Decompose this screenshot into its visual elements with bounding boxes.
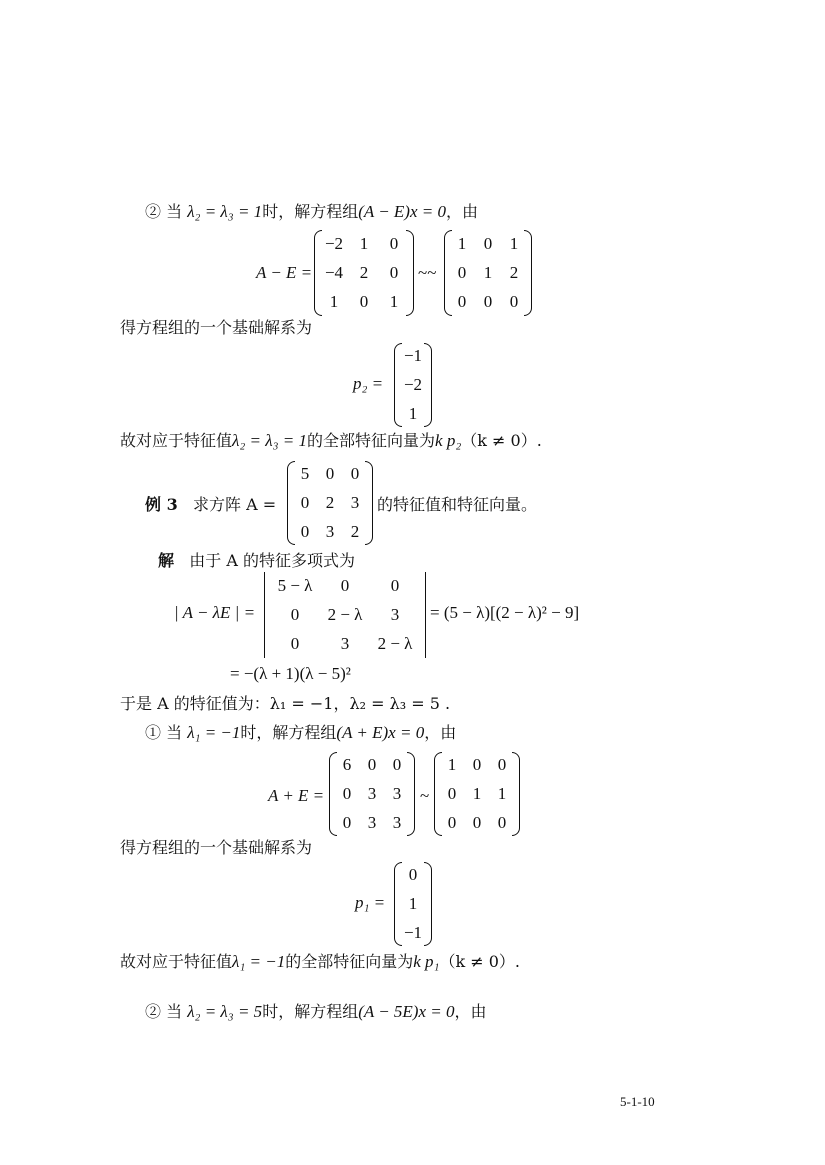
matrix-a-minus-e bbox=[314, 230, 414, 316]
matrix-cell: 1 bbox=[389, 292, 399, 311]
det-cell: 2 − λ bbox=[327, 605, 363, 624]
matrix-cell: 0 bbox=[389, 263, 399, 282]
math: k p₂ bbox=[435, 431, 462, 450]
matrix-a bbox=[287, 461, 373, 545]
text: ① 当 bbox=[145, 723, 183, 742]
matrix-cell: 3 bbox=[350, 493, 360, 512]
matrix-cell: 3 bbox=[367, 813, 377, 832]
math: λ₂ = λ₃ = 5 bbox=[187, 1002, 263, 1021]
text: （k ≠ 0）. bbox=[461, 431, 542, 450]
line-eigvec-1 bbox=[120, 431, 542, 451]
matrix-cell: 0 bbox=[350, 464, 360, 483]
matrix-label: A + E = bbox=[268, 786, 325, 805]
matrix-cell: −2 bbox=[324, 234, 344, 253]
text: ② 当 bbox=[145, 202, 183, 221]
matrix-cell: 1 bbox=[359, 234, 369, 253]
matrix-cell: 0 bbox=[472, 755, 482, 774]
vector-cell: 1 bbox=[408, 404, 418, 423]
matrix-cell: 3 bbox=[392, 813, 402, 832]
matrix-cell: 6 bbox=[342, 755, 352, 774]
vector-p2 bbox=[394, 343, 432, 427]
line-eigvec-2 bbox=[120, 952, 520, 972]
text: ② 当 bbox=[145, 1002, 183, 1021]
page-number: 5-1-10 bbox=[620, 1094, 655, 1109]
vector-cell: 0 bbox=[408, 865, 418, 884]
text: 故对应于特征值 bbox=[120, 952, 233, 971]
matrix-cell: 3 bbox=[392, 784, 402, 803]
matrix-cell: 3 bbox=[325, 522, 335, 541]
text: 的全部特征向量为 bbox=[307, 431, 436, 450]
example-3-tail: 的特征值和特征向量。 bbox=[377, 495, 538, 514]
matrix-cell: 0 bbox=[342, 813, 352, 832]
paren-left bbox=[314, 230, 322, 316]
vector-cell: −1 bbox=[403, 923, 423, 942]
math: λ₂ = λ₃ = 1 bbox=[187, 202, 263, 221]
matrix-cell: 1 bbox=[457, 234, 467, 253]
matrix-cell: 0 bbox=[483, 292, 493, 311]
line-eigenvalues: 于是 A 的特征值为：λ₁ = −1，λ₂ = λ₃ = 5 . bbox=[120, 694, 451, 713]
det-cell: 2 − λ bbox=[377, 634, 413, 653]
math: λ₁ = −1 bbox=[232, 952, 286, 971]
matrix-cell: 0 bbox=[342, 784, 352, 803]
text: 时，解方程组 bbox=[262, 1002, 359, 1021]
matrix-cell: 1 bbox=[472, 784, 482, 803]
similar-sign: ~ bbox=[420, 786, 430, 805]
matrix-cell: 0 bbox=[367, 755, 377, 774]
matrix-a-plus-e bbox=[329, 752, 415, 836]
matrix-cell: 1 bbox=[447, 755, 457, 774]
line-case2-lambda1 bbox=[145, 202, 478, 222]
solution-intro bbox=[158, 551, 355, 571]
text: ，由 bbox=[454, 1002, 487, 1021]
text: ，由 bbox=[424, 723, 457, 742]
vector-p1 bbox=[394, 862, 432, 946]
matrix-cell: 3 bbox=[367, 784, 377, 803]
matrix-cell: 1 bbox=[329, 292, 339, 311]
matrix-cell: 1 bbox=[497, 784, 507, 803]
similar-sign: ~~ bbox=[418, 263, 437, 282]
line-case1-lambda bbox=[145, 723, 456, 743]
matrix-cell: 0 bbox=[392, 755, 402, 774]
line-case2-lambda5 bbox=[145, 1002, 487, 1022]
math: (A + E)x = 0 bbox=[336, 723, 425, 742]
matrix-cell: 0 bbox=[457, 292, 467, 311]
solution-label: 解 bbox=[158, 551, 175, 570]
det-result: = (5 − λ)[(2 − λ)² − 9] bbox=[430, 603, 580, 622]
matrix-cell: 1 bbox=[509, 234, 519, 253]
vector-label: p₁ = bbox=[355, 893, 386, 912]
line-basis-1: 得方程组的一个基础解系为 bbox=[120, 318, 313, 337]
det-cell: 0 bbox=[390, 576, 400, 595]
matrix-cell: 2 bbox=[325, 493, 335, 512]
det-cell: 3 bbox=[390, 605, 400, 624]
matrix-cell: 0 bbox=[447, 784, 457, 803]
det-cell: 0 bbox=[290, 634, 300, 653]
det-cell: 0 bbox=[340, 576, 350, 595]
matrix-cell: 0 bbox=[300, 522, 310, 541]
det-bar-left bbox=[264, 572, 265, 658]
text: 时，解方程组 bbox=[240, 723, 337, 742]
math: λ₂ = λ₃ = 1 bbox=[232, 431, 308, 450]
matrix-cell: 0 bbox=[325, 464, 335, 483]
det-bar-right bbox=[425, 572, 426, 658]
matrix-cell: 0 bbox=[497, 813, 507, 832]
text: 的全部特征向量为 bbox=[285, 952, 414, 971]
det-cell: 0 bbox=[290, 605, 300, 624]
vector-cell: 1 bbox=[408, 894, 418, 913]
text: （k ≠ 0）. bbox=[439, 952, 521, 971]
matrix-cell: 2 bbox=[509, 263, 519, 282]
text: ，由 bbox=[445, 202, 478, 221]
matrix-reduced-1 bbox=[444, 230, 532, 316]
matrix-cell: −4 bbox=[324, 263, 344, 282]
matrix-cell: 0 bbox=[509, 292, 519, 311]
example-3 bbox=[145, 495, 276, 515]
text: 故对应于特征值 bbox=[120, 431, 233, 450]
math: k p₁ bbox=[413, 952, 440, 971]
paren-right bbox=[424, 862, 432, 946]
text: 由于 A 的特征多项式为 bbox=[189, 551, 356, 570]
det-cell: 3 bbox=[340, 634, 350, 653]
matrix-label: A − E = bbox=[256, 263, 313, 282]
text: 时，解方程组 bbox=[262, 202, 359, 221]
matrix-cell: 0 bbox=[447, 813, 457, 832]
matrix-cell: 0 bbox=[457, 263, 467, 282]
math: (A − E)x = 0 bbox=[358, 202, 446, 221]
text: 求方阵 A = bbox=[192, 495, 277, 514]
det-label: | A − λE | = bbox=[174, 603, 256, 622]
paren-right bbox=[406, 230, 414, 316]
det-result-2: = −(λ + 1)(λ − 5)² bbox=[230, 664, 351, 683]
vector-cell: −2 bbox=[403, 375, 423, 394]
matrix-cell: 5 bbox=[300, 464, 310, 483]
matrix-cell: 0 bbox=[497, 755, 507, 774]
determinant bbox=[264, 572, 426, 658]
example-label: 例 3 bbox=[145, 495, 178, 514]
matrix-cell: 0 bbox=[472, 813, 482, 832]
paren-right bbox=[424, 343, 432, 427]
vector-label: p₂ = bbox=[353, 374, 384, 393]
matrix-cell: 0 bbox=[483, 234, 493, 253]
matrix-cell: 0 bbox=[300, 493, 310, 512]
matrix-cell: 2 bbox=[359, 263, 369, 282]
matrix-cell: 0 bbox=[389, 234, 399, 253]
line-basis-2: 得方程组的一个基础解系为 bbox=[120, 838, 313, 857]
vector-cell: −1 bbox=[403, 346, 423, 365]
matrix-cell: 0 bbox=[359, 292, 369, 311]
det-cell: 5 − λ bbox=[277, 576, 313, 595]
matrix-cell: 1 bbox=[483, 263, 493, 282]
math: (A − 5E)x = 0 bbox=[358, 1002, 455, 1021]
matrix-cell: 2 bbox=[350, 522, 360, 541]
matrix-reduced-2 bbox=[434, 752, 520, 836]
math: λ₁ = −1 bbox=[187, 723, 241, 742]
